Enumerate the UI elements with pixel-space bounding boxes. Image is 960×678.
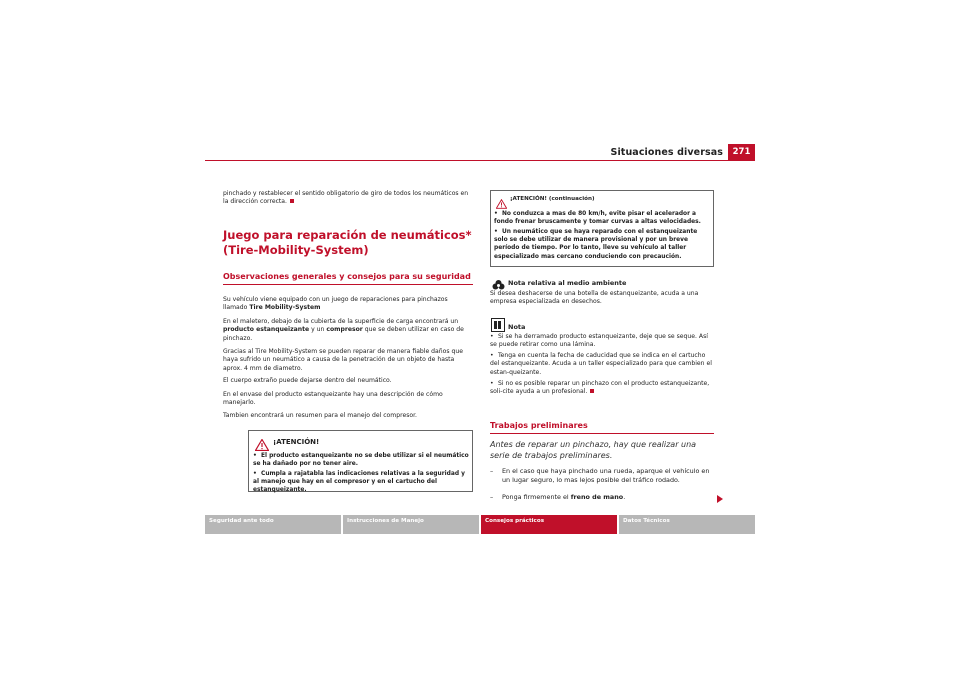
page-header [205, 144, 755, 162]
tab-seguridad[interactable]: Seguridad ante todo [205, 515, 341, 534]
paragraph: En el maletero, debajo de la cubierta de la superficie de carga encontrará un producto estanqueizante y un compresor que se deben utilizar en caso de pinchazo. [223, 318, 464, 342]
running-title: Situaciones diversas [610, 147, 723, 158]
header-rule [205, 160, 755, 161]
intro-text: Antes de reparar un pinchazo, hay que realizar una serie de trabajos preliminares. [490, 440, 697, 460]
end-mark-icon [290, 199, 294, 203]
end-mark-icon [590, 389, 594, 393]
continuation-text: pinchado y restablecer el sentido obligatorio de giro de todos los neumáticos en la dirección correcta. [223, 190, 469, 206]
tab-instrucciones[interactable]: Instrucciones de Manejo [343, 515, 479, 534]
section-title-preliminares: Trabajos preliminares [490, 421, 714, 434]
note-item: • Si no es posible reparar un pinchazo con el producto estanqueizante, soli-cite ayuda a un profesional. [490, 380, 710, 396]
warning-item: • Un neumático que se haya reparado con el estanqueizante solo se debe utilizar de manera provisional y por un breve período de tiempo. Por lo tanto, lleve su vehículo al taller especializado mas cercano conduciendo con precaución. [494, 229, 698, 260]
warning-title: ¡ATENCIÓN! [273, 438, 320, 446]
warning-box [248, 430, 473, 492]
note-item: • Tenga en cuenta la fecha de caducidad que se indica en el cartucho del estanqueizante. Acuda a un taller especializado para que cambien el estan-queizante. [490, 352, 712, 376]
environment-note-title: Nota relativa al medio ambiente [508, 279, 627, 287]
tab-consejos[interactable]: Consejos prácticos [481, 515, 617, 534]
paragraph: Su vehículo viene equipado con un juego de reparaciones para pinchazos llamado Tire Mobility-System [223, 296, 448, 312]
page-number: 271 [728, 144, 755, 160]
paragraph: Tambien encontrará un resumen para el manejo del compresor. [223, 412, 417, 419]
note-title: Nota [508, 323, 526, 331]
continue-arrow-icon [717, 495, 723, 503]
paragraph: En el envase del producto estanqueizante hay una descripción de cómo manejarlo. [223, 391, 443, 407]
warning-title: ¡ATENCIÓN! (continuación) [510, 196, 595, 202]
footer-tabs [205, 515, 755, 534]
step-item: – Ponga firmemente el freno de mano. [490, 493, 626, 501]
warning-item: • No conduzca a mas de 80 km/h, evite pisar el acelerador a fondo frenar bruscamente y tomar curvas a altas velocidades. [494, 211, 701, 226]
step-item: – En el caso que haya pinchado una rueda, aparque el vehículo en un lugar seguro, lo mas lejos posible del tráfico rodado. [490, 467, 710, 484]
tab-datos[interactable]: Datos Técnicos [619, 515, 755, 534]
warning-item: • El producto estanqueizante no se debe utilizar si el neumático se ha dañado por no tener aire. [253, 453, 469, 468]
paragraph: Gracias al Tire Mobility-System se pueden reparar de manera fiable daños que haya sufrido un neumático a causa de la penetración de un objeto de hasta aprox. 4 mm de diametro. [223, 348, 463, 372]
environment-note-text: Si desea deshacerse de una botella de estanqueizante, acuda a una empresa especializada en desechos. [490, 290, 699, 306]
section-title: Juego para reparación de neumáticos* (Tire-Mobility-System) [223, 228, 472, 257]
paragraph: El cuerpo extraño puede dejarse dentro del neumático. [223, 377, 392, 384]
warning-continued-box [490, 190, 714, 267]
note-item: • Si se ha derramado producto estanqueizante, deje que se seque. Así se puede retirar como una lámina. [490, 333, 708, 349]
subsection-title: Observaciones generales y consejos para su seguridad [223, 272, 473, 285]
warning-item: • Cumpla a rajatabla las indicaciones relativas a la seguridad y al manejo que hay en el compresor y en el cartucho del estanqueizante. [253, 471, 465, 494]
